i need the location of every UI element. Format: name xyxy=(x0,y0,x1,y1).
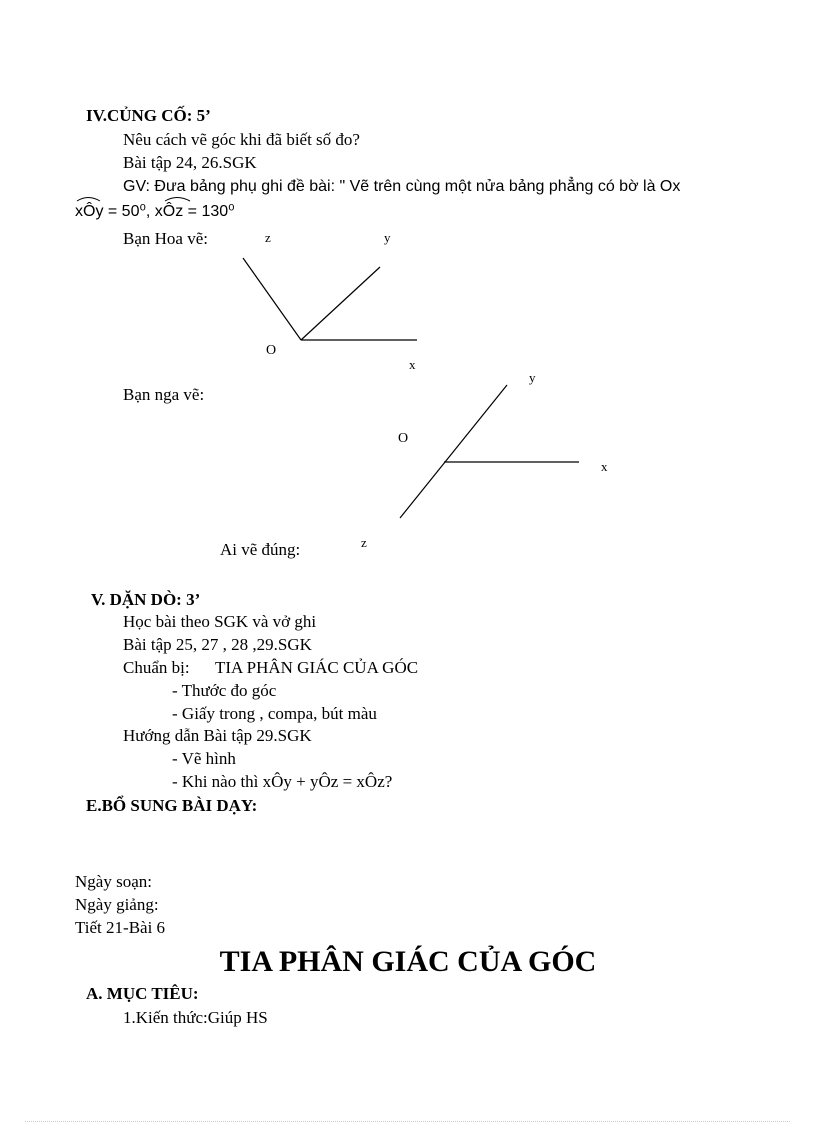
prep-item-1: - Thước đo góc xyxy=(172,681,277,700)
angle-arc-mark xyxy=(165,198,190,202)
lesson-number: Tiết 21-Bài 6 xyxy=(75,918,166,937)
section-4-heading: IV.CỦNG CỐ: 5’ xyxy=(86,106,211,125)
date-teach: Ngày giảng: xyxy=(75,895,159,914)
homework-line-1: Học bài theo SGK và vở ghi xyxy=(123,612,317,631)
hoa-label-z: z xyxy=(265,230,271,245)
guide-item-1: - Vẽ hình xyxy=(172,749,236,768)
figure-nga xyxy=(400,385,579,518)
hoa-label-o: O xyxy=(266,343,277,358)
angle-values: xÔy = 50⁰, xÔz = 130⁰ xyxy=(75,203,235,220)
hoa-label-y: y xyxy=(384,230,391,245)
nga-drawing-label: Bạn nga vẽ: xyxy=(123,385,205,404)
hoa-label-x: x xyxy=(409,357,416,372)
date-prepare: Ngày soạn: xyxy=(75,872,152,891)
section-e-heading: E.BỔ SUNG BÀI DẠY: xyxy=(86,796,258,815)
guide-heading: Hướng dẫn Bài tập 29.SGK xyxy=(123,726,312,745)
prep-title: TIA PHÂN GIÁC CỦA GÓC xyxy=(215,658,419,677)
nga-label-o: O xyxy=(398,431,409,446)
ray-oz xyxy=(243,258,301,340)
ray-oy xyxy=(301,267,380,340)
prep-label: Chuẩn bị: xyxy=(123,658,190,677)
nga-label-x: x xyxy=(601,459,608,474)
problem-statement: GV: Đưa bảng phụ ghi đề bài: " Vẽ trên cùng một nửa bảng phẳng có bờ là Ox xyxy=(123,178,681,195)
lesson-title: TIA PHÂN GIÁC CỦA GÓC xyxy=(219,945,597,978)
exercise-ref: Bài tập 24, 26.SGK xyxy=(123,153,257,172)
homework-line-2: Bài tập 25, 27 , 28 ,29.SGK xyxy=(123,635,312,654)
objectives-heading: A. MỤC TIÊU: xyxy=(86,984,199,1003)
hoa-drawing-label: Bạn Hoa vẽ: xyxy=(123,229,208,248)
review-question: Nêu cách vẽ góc khi đã biết số đo? xyxy=(123,130,360,149)
prep-item-2: - Giấy trong , compa, bút màu xyxy=(172,704,377,723)
figure-hoa xyxy=(243,258,417,340)
objective-knowledge: 1.Kiến thức:Giúp HS xyxy=(123,1008,268,1027)
which-correct-question: Ai vẽ đúng: xyxy=(220,540,301,559)
nga-label-z: z xyxy=(361,535,367,550)
guide-item-2: - Khi nào thì xÔy + yÔz = xÔz? xyxy=(172,772,393,791)
page-bottom-rule xyxy=(25,1121,790,1122)
section-5-heading: V. DẶN DÒ: 3’ xyxy=(91,590,201,609)
nga-label-y: y xyxy=(529,370,536,385)
angle-arc-mark xyxy=(77,198,100,202)
line-zy xyxy=(400,385,507,518)
